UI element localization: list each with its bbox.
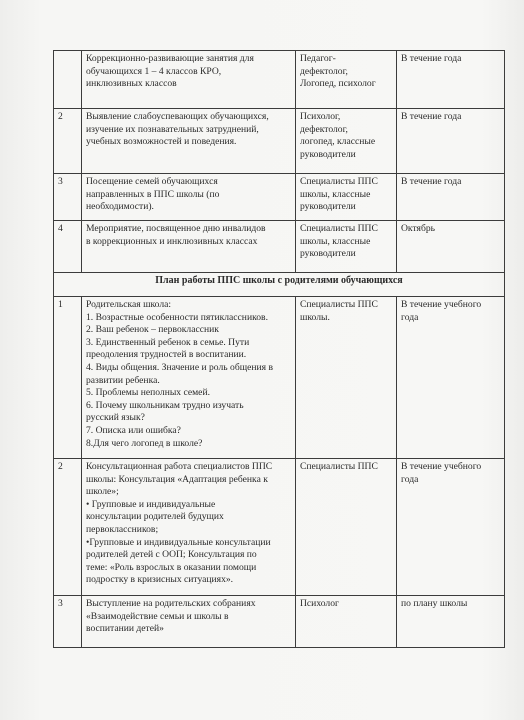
table-row <box>54 174 505 221</box>
event-line: первоклассников; <box>86 523 159 535</box>
event-line: воспитании детей» <box>86 623 164 635</box>
responsible-cell <box>296 459 397 596</box>
row-number: 3 <box>54 596 82 648</box>
responsible-line: Логопед, психолог <box>300 78 376 90</box>
event-line: в коррекционных и инклюзивных классах <box>86 235 258 247</box>
responsible-line: Специалисты ППС <box>300 176 378 187</box>
row-number: 3 <box>54 174 82 221</box>
row-number: 4 <box>54 221 82 273</box>
event-line: школе»; <box>86 486 119 498</box>
section-row <box>54 273 505 297</box>
term-cell <box>397 221 505 273</box>
event-cell <box>82 174 296 221</box>
table-row <box>54 596 505 648</box>
table-row <box>54 109 505 174</box>
event-line: 6. Почему школьникам трудно изучать <box>86 399 244 411</box>
event-cell <box>82 596 296 648</box>
event-line: инклюзивных классов <box>86 78 177 90</box>
term-cell <box>397 297 505 459</box>
responsible-line: школы. <box>300 311 330 323</box>
event-line: русский язык? <box>86 412 145 424</box>
term-cell <box>397 596 505 648</box>
event-line: необходимости). <box>86 201 154 213</box>
event-line: преодоления трудностей в воспитании. <box>86 349 247 361</box>
term-line: В течение года <box>401 176 462 187</box>
event-line: направленных в ППС школы (по <box>86 188 220 200</box>
row-number: 1 <box>54 297 82 459</box>
event-line: Коррекционно-развивающие занятия для <box>86 53 254 64</box>
term-line: по плану школы <box>401 598 468 609</box>
event-line: теме: «Роль взрослых в оказании помощи <box>86 561 257 573</box>
responsible-line: Специалисты ППС <box>300 461 378 472</box>
event-line: 5. Проблемы неполных семей. <box>86 387 210 399</box>
row-number: 2 <box>54 109 82 174</box>
responsible-line: дефектолог, <box>300 123 348 135</box>
table-row <box>54 297 505 459</box>
event-line: 8.Для чего логопед в школе? <box>86 437 203 449</box>
responsible-line: руководители <box>300 248 356 260</box>
responsible-cell <box>296 109 397 174</box>
event-line: Мероприятие, посвященное дню инвалидов <box>86 223 266 234</box>
responsible-line: Психолог <box>300 598 339 609</box>
event-line: 4. Виды общения. Значение и роль общения в <box>86 361 273 373</box>
responsible-line: школы, классные <box>300 235 371 247</box>
event-line: консультации родителей будущих <box>86 511 224 523</box>
event-line: 3. Единственный ребенок в семье. Пути <box>86 336 250 348</box>
responsible-line: руководители <box>300 148 356 160</box>
event-line: родителей детей с ООП; Консультация по <box>86 549 257 561</box>
event-line: • Групповые и индивидуальные <box>86 498 216 510</box>
event-line: Родительская школа: <box>86 299 172 310</box>
term-line: В течение года <box>401 53 462 64</box>
responsible-cell <box>296 596 397 648</box>
responsible-line: Педагог- <box>300 53 336 64</box>
table-row <box>54 221 505 273</box>
event-line: 1. Возрастные особенности пятиклассников. <box>86 311 268 323</box>
term-line: В течение учебного <box>401 461 482 472</box>
event-cell <box>82 221 296 273</box>
responsible-cell <box>296 174 397 221</box>
event-line: 7. Описка или ошибка? <box>86 424 181 436</box>
table-row <box>54 51 505 109</box>
event-line: обучающихся 1 – 4 классов КРО, <box>86 65 222 77</box>
event-cell <box>82 297 296 459</box>
responsible-line: логопед, классные <box>300 136 376 148</box>
event-line: «Взаимодействие семьи и школы в <box>86 610 229 622</box>
event-line: развитии ребенка. <box>86 374 160 386</box>
term-line: Октябрь <box>401 223 435 234</box>
responsible-line: руководители <box>300 201 356 213</box>
event-cell <box>82 459 296 596</box>
responsible-line: Специалисты ППС <box>300 299 378 310</box>
event-line: учебных возможностей и поведения. <box>86 136 237 148</box>
event-line: Посещение семей обучающихся <box>86 176 218 187</box>
responsible-line: Специалисты ППС <box>300 223 378 234</box>
responsible-line: Психолог, <box>300 111 341 122</box>
term-cell <box>397 459 505 596</box>
row-number: 2 <box>54 459 82 596</box>
event-cell <box>82 51 296 109</box>
event-cell <box>82 109 296 174</box>
section-title: План работы ППС школы с родителями обучающихся <box>54 273 505 297</box>
responsible-line: дефектолог, <box>300 65 348 77</box>
event-line: 2. Ваш ребенок – первоклассник <box>86 324 219 336</box>
term-cell <box>397 174 505 221</box>
table-row <box>54 459 505 596</box>
event-line: Выявление слабоуспевающих обучающихся, <box>86 111 269 122</box>
term-line: В течение учебного <box>401 299 482 310</box>
responsible-cell <box>296 51 397 109</box>
event-line: Консультационная работа специалистов ППС <box>86 461 273 472</box>
responsible-cell <box>296 221 397 273</box>
term-line: года <box>401 311 419 323</box>
responsible-line: школы, классные <box>300 188 371 200</box>
responsible-cell <box>296 297 397 459</box>
term-cell <box>397 109 505 174</box>
plan-table <box>53 50 505 648</box>
event-line: изучение их познавательных затруднений, <box>86 123 259 135</box>
event-line: школы: Консультация «Адаптация ребенка к <box>86 473 268 485</box>
event-line: подростку в кризисных ситуациях». <box>86 574 234 586</box>
term-line: года <box>401 473 419 485</box>
event-line: •Групповые и индивидуальные консультации <box>86 536 271 548</box>
row-number <box>54 51 82 109</box>
event-line: Выступление на родительских собраниях <box>86 598 256 609</box>
term-line: В течение года <box>401 111 462 122</box>
term-cell <box>397 51 505 109</box>
